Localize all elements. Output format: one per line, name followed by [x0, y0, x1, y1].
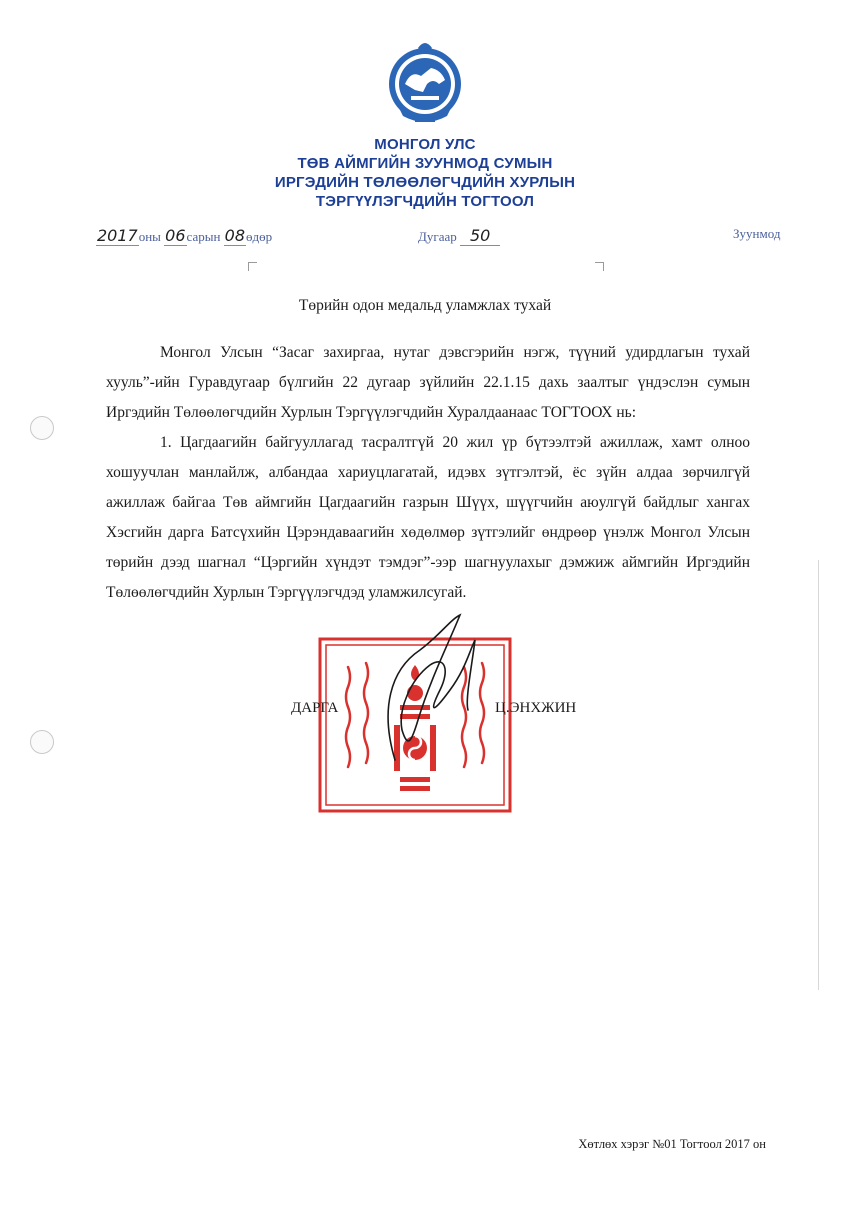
punch-hole-bottom [30, 730, 54, 754]
document-place: Зуунмод [733, 226, 781, 241]
document-date [96, 226, 272, 245]
date-year: 2017 [97, 226, 138, 245]
document-body [106, 338, 750, 608]
header-line-country: МОНГОЛ УЛС [374, 136, 476, 153]
date-month-suffix: сарын [186, 229, 221, 244]
header-line-council: ИРГЭДИЙН ТӨЛӨӨЛӨГЧДИЙН ХУРЛЫН [274, 174, 576, 191]
date-year-suffix: оны [138, 229, 161, 244]
date-day-suffix: өдөр [246, 229, 273, 244]
signatory-name: Ц.ЭНХЖИН [495, 700, 577, 716]
document-number [418, 226, 500, 245]
punch-hole-top [30, 416, 54, 440]
number-label: Дугаар [418, 229, 457, 244]
header-line-document-type: ТЭРГҮҮЛЭГЧДИЙН ТОГТООЛ [315, 193, 535, 210]
subject-bracket-right [595, 262, 604, 271]
document-subject: Төрийн одон медальд уламжлах тухай [298, 297, 552, 314]
header-line-soum: ТӨВ АЙМГИЙН ЗУУНМОД СУМЫН [297, 155, 553, 172]
body-paragraph-decision-1: 1. Цагдаагийн байгууллагад тасралтгүй 20 жил үр бүтээлтэй ажиллаж, хамт олноо хошуучлан манлайлж, албандаа хариуцлагатай, идэвх зүтгэлтэй, ёс зүйн алдаа зөрчилгүй ажиллаж байгаа Төв аймгийн Цагдаагийн газрын Шүүх, шүүгчийн аюулгүй байдлыг хангах Хэсгийн дарга Батсүхийн Цэрэндаваагийн хөдөлмөр зүтгэлийг өндрөөр үнэлж Монгол Улсын төрийн дээд шагнал “Цэргийн хүндэт тэмдэг”-ээр шагнуулахыг дэмжиж аймгийн Иргэдийн Төлөөлөгчдийн Хурлын Тэргүүлэгчдэд уламжилсугай. [106, 434, 750, 601]
date-day: 08 [224, 226, 246, 245]
file-reference-footer: Хөтлөх хэрэг №01 Тогтоол 2017 он [578, 1137, 766, 1151]
issuing-authority-header [200, 135, 650, 211]
state-emblem-icon [385, 38, 465, 124]
handwritten-signature [300, 610, 530, 770]
date-month: 06 [165, 226, 186, 245]
number-value: 50 [460, 226, 500, 246]
signatory-title: ДАРГА [291, 700, 339, 716]
subject-bracket-left [248, 262, 257, 271]
page-edge-line [818, 560, 819, 990]
body-paragraph-preamble: Монгол Улсын “Засаг захиргаа, нутаг дэвсгэрийн нэгж, түүний удирдлагын тухай хууль”-ийн Гуравдугаар бүлгийн 22 дугаар зүйлийн 22.1.15 дахь заалтыг үндэслэн сумын Иргэдийн Төлөөлөгчдийн Хурлын Тэргүүлэгчдийн Хуралдаанаас ТОГТООХ нь: [106, 344, 750, 421]
